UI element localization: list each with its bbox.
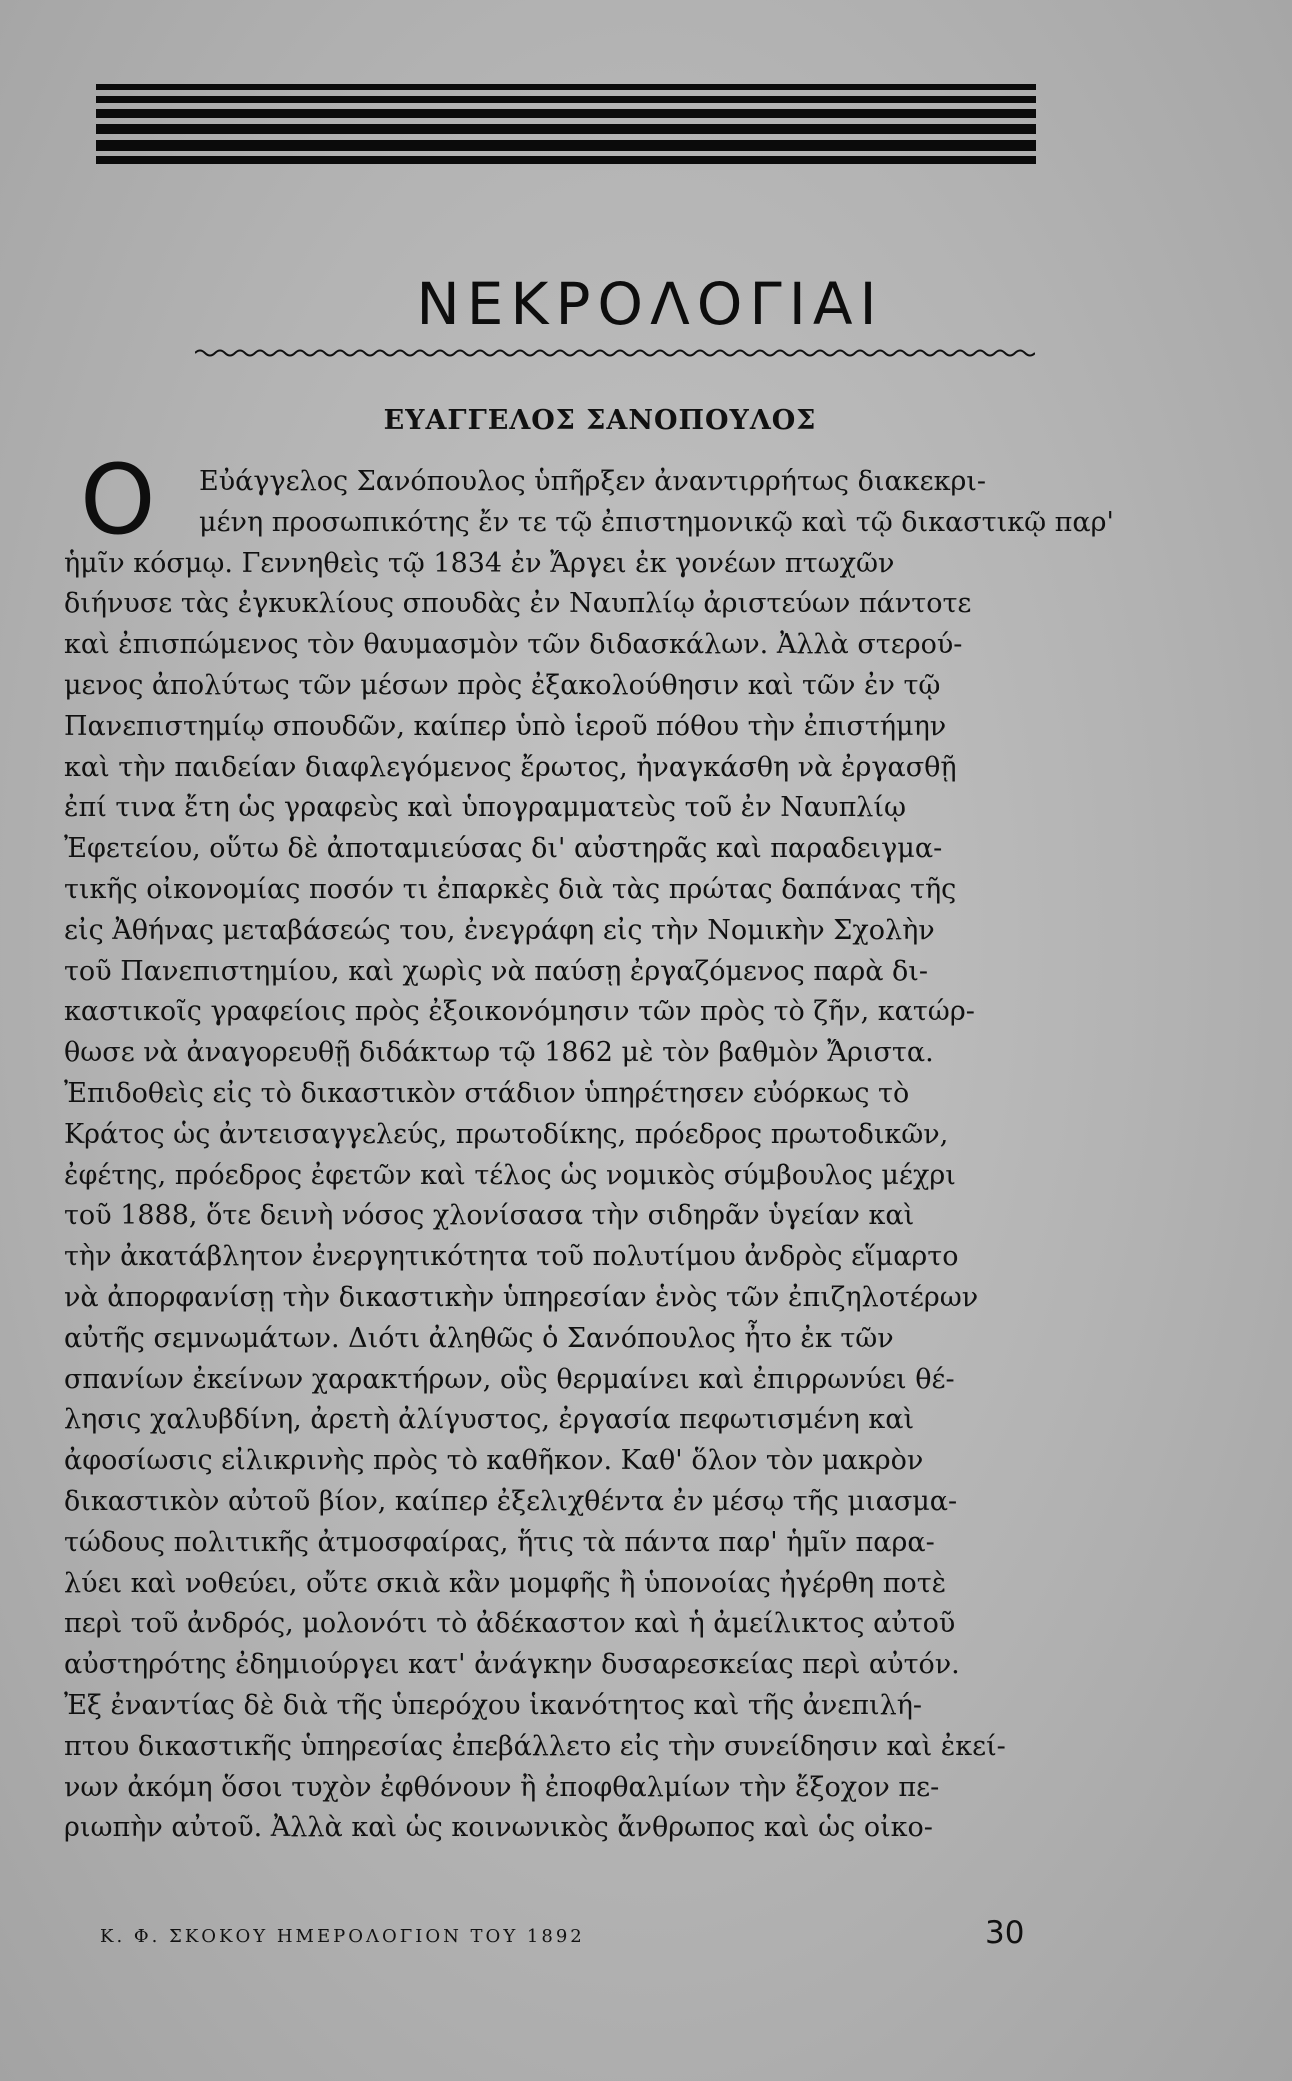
text-line: καστικοῖς γραφείοις πρὸς ἐξοικονόμησιν τῶν πρὸς τὸ ζῆν, κατώρ-: [64, 996, 975, 1028]
wavy-title-rule: [195, 348, 1035, 358]
text-line: τὴν ἀκατάβλητον ἐνεργητικότητα τοῦ πολυτίμου ἀνδρὸς εἵμαρτο: [64, 1241, 959, 1273]
text-line: τοῦ Πανεπιστημίου, καὶ χωρὶς νὰ παύσῃ ἐργαζόμενος παρὰ δι-: [64, 955, 928, 987]
text-line: πτου δικαστικῆς ὑπηρεσίας ἐπεβάλλετο εἰς τὴν συνείδησιν καὶ ἐκεί-: [64, 1730, 1006, 1762]
text-line: τοῦ 1888, ὅτε δεινὴ νόσος χλονίσασα τὴν σιδηρᾶν ὑγείαν καὶ: [64, 1200, 915, 1232]
drop-cap: Ο: [80, 444, 156, 556]
page-number: 30: [985, 1915, 1025, 1951]
text-line: λύει καὶ νοθεύει, οὔτε σκιὰ κἂν μομφῆς ἢ ὑπονοίας ἠγέρθη ποτὲ: [64, 1567, 947, 1599]
text-line: λησις χαλυβδίνη, ἀρετὴ ἀλίγυστος, ἐργασία πεφωτισμένη καὶ: [64, 1404, 915, 1436]
obituary-subject-name: ΕΥΑΓΓΕΛΟΣ ΣΑΝΟΠΟΥΛΟΣ: [383, 405, 817, 436]
text-line: εἰς Ἀθήνας μεταβάσεώς του, ἐνεγράφη εἰς τὴν Νομικὴν Σχολὴν: [64, 914, 935, 946]
text-line: σπανίων ἐκείνων χαρακτήρων, οὓς θερμαίνει καὶ ἐπιρρωνύει θέ-: [64, 1363, 955, 1395]
text-line: δικαστικὸν αὐτοῦ βίον, καίπερ ἐξελιχθέντα ἐν μέσῳ τῆς μιασμα-: [64, 1486, 958, 1517]
text-line: ἐφέτης, πρόεδρος ἐφετῶν καὶ τέλος ὡς νομικὸς σύμβουλος μέχρι: [64, 1159, 956, 1191]
text-line: τικῆς οἰκονομίας ποσόν τι ἐπαρκὲς διὰ τὰς πρώτας δαπάνας τῆς: [64, 874, 957, 905]
text-line: θωσε νὰ ἀναγορευθῇ διδάκτωρ τῷ 1862 μὲ τὸν βαθμὸν Ἄριστα.: [64, 1037, 934, 1069]
text-line: ἡμῖν κόσμῳ. Γεννηθεὶς τῷ 1834 ἐν Ἄργει ἐκ γονέων πτωχῶν: [64, 547, 895, 579]
text-line: περὶ τοῦ ἀνδρός, μολονότι τὸ ἀδέκαστον καὶ ἡ ἀμείλικτος αὐτοῦ: [64, 1608, 956, 1640]
text-line: ἀφοσίωσις εἰλικρινὴς πρὸς τὸ καθῆκον. Καθ' ὅλον τὸν μακρὸν: [64, 1445, 924, 1477]
footer-publication: Κ. Φ. ΣΚΟΚΟΥ ΗΜΕΡΟΛΟΓΙΟΝ ΤΟΥ 1892: [100, 1926, 585, 1947]
text-line: τώδους πολιτικῆς ἀτμοσφαίρας, ἥτις τὰ πάντα παρ' ἡμῖν παρα-: [64, 1526, 935, 1558]
text-line: αὐτῆς σεμνωμάτων. Διότι ἀληθῶς ὁ Σανόπουλος ἦτο ἐκ τῶν: [64, 1322, 894, 1354]
text-line: μένη προσωπικότης ἔν τε τῷ ἐπιστημονικῷ καὶ τῷ δικαστικῷ παρ': [199, 506, 1114, 538]
text-line: ἐπί τινα ἔτη ὡς γραφεὺς καὶ ὑπογραμματεὺς τοῦ ἐν Ναυπλίῳ: [64, 792, 907, 824]
text-line: καὶ τὴν παιδείαν διαφλεγόμενος ἔρωτος, ἠναγκάσθη νὰ ἐργασθῇ: [64, 751, 957, 783]
text-line: Πανεπιστημίῳ σπουδῶν, καίπερ ὑπὸ ἱεροῦ πόθου τὴν ἐπιστήμην: [64, 710, 947, 742]
text-line: Κράτος ὡς ἀντεισαγγελεύς, πρωτοδίκης, πρόεδρος πρωτοδικῶν,: [64, 1118, 949, 1150]
text-line: καὶ ἐπισπώμενος τὸν θαυμασμὸν τῶν διδασκάλων. Ἀλλὰ στερού-: [64, 629, 963, 661]
text-line: Ἐφετείου, οὕτω δὲ ἀποταμιεύσας δι' αὐστηρᾶς καὶ παραδειγμα-: [64, 833, 943, 865]
text-line: μενος ἀπολύτως τῶν μέσων πρὸς ἐξακολούθησιν καὶ τῶν ἐν τῷ: [64, 670, 941, 701]
text-line: νων ἀκόμη ὅσοι τυχὸν ἐφθόνουν ἢ ἐποφθαλμίων τὴν ἔξοχον πε-: [64, 1771, 940, 1803]
text-line: Εὐάγγελος Σανόπουλος ὑπῆρξεν ἀναντιρρήτως διακεκρι-: [199, 466, 987, 497]
text-line: διήνυσε τὰς ἐγκυκλίους σπουδὰς ἐν Ναυπλίῳ ἀριστεύων πάντοτε: [64, 588, 972, 620]
page-title: ΝΕΚΡΟΛΟΓΙΑΙ: [416, 270, 884, 338]
text-line: Ἐξ ἐναντίας δὲ διὰ τῆς ὑπερόχου ἱκανότητος καὶ τῆς ἀνεπιλή-: [64, 1690, 923, 1721]
header-ornament-band: [96, 84, 1036, 166]
text-line: ριωπὴν αὐτοῦ. Ἀλλὰ καὶ ὡς κοινωνικὸς ἄνθρωπος καὶ ὡς οἰκο-: [64, 1812, 933, 1844]
text-line: αὐστηρότης ἐδημιούργει κατ' ἀνάγκην δυσαρεσκείας περὶ αὐτόν.: [64, 1649, 960, 1681]
text-line: Ἐπιδοθεὶς εἰς τὸ δικαστικὸν στάδιον ὑπηρέτησεν εὐόρκως τὸ: [64, 1078, 910, 1109]
text-line: νὰ ἀπορφανίσῃ τὴν δικαστικὴν ὑπηρεσίαν ἑνὸς τῶν ἐπιζηλοτέρων: [64, 1282, 979, 1313]
